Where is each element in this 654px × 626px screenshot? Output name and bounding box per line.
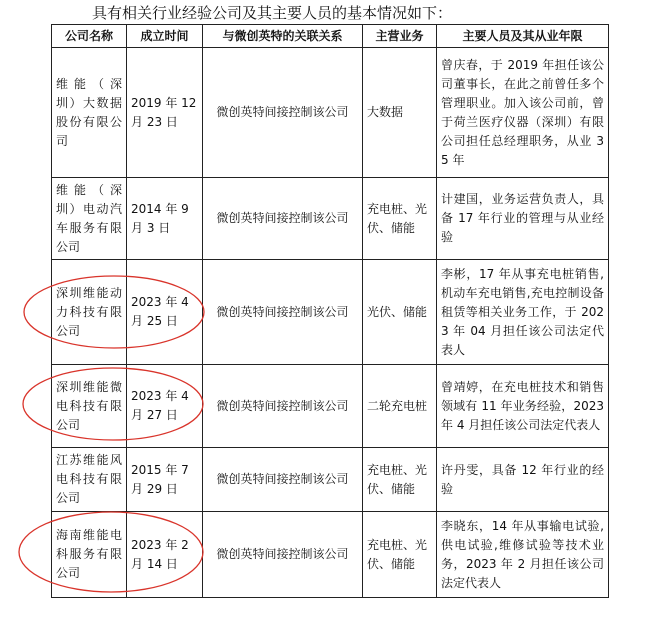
header-company-name: 公司名称 <box>52 25 127 48</box>
business-cell: 充电桩、光伏、储能 <box>363 178 437 260</box>
relation-cell: 微创英特间接控制该公司 <box>203 512 363 598</box>
table-row <box>52 365 609 448</box>
business-cell: 大数据 <box>363 48 437 178</box>
business-cell: 充电桩、光伏、储能 <box>363 512 437 598</box>
relation-cell: 微创英特间接控制该公司 <box>203 448 363 512</box>
header-business: 主营业务 <box>363 25 437 48</box>
founded-date-cell: 2023 年 4 月 27 日 <box>127 365 203 448</box>
personnel-cell: 许丹雯，具备 12 年行业的经验 <box>437 448 609 512</box>
founded-date-cell: 2023 年 4 月 25 日 <box>127 260 203 365</box>
table-row <box>52 48 609 178</box>
founded-date-cell: 2023 年 2 月 14 日 <box>127 512 203 598</box>
relation-cell: 微创英特间接控制该公司 <box>203 365 363 448</box>
company-name-cell: 江苏维能风电科技有限公司 <box>52 448 127 512</box>
table-row <box>52 448 609 512</box>
header-key-personnel: 主要人员及其从业年限 <box>437 25 609 48</box>
founded-date-cell: 2015 年 7 月 29 日 <box>127 448 203 512</box>
intro-text: 具有相关行业经验公司及其主要人员的基本情况如下： <box>92 4 453 22</box>
header-relation: 与微创英特的关联关系 <box>203 25 363 48</box>
founded-date-cell: 2014 年 9 月 3 日 <box>127 178 203 260</box>
table-header-row <box>52 25 609 48</box>
business-cell: 充电桩、光伏、储能 <box>363 448 437 512</box>
company-name-cell: 维能（深圳）电动汽车服务有限公司 <box>52 178 127 260</box>
personnel-cell: 曾庆春，于 2019 年担任该公司董事长，在此之前曾任多个管理职业。加入该公司前，曾于荷兰医疗仪器（深圳）有限公司担任总经理职务，从业 35 年 <box>437 48 609 178</box>
relation-cell: 微创英特间接控制该公司 <box>203 260 363 365</box>
business-cell: 二轮充电桩 <box>363 365 437 448</box>
personnel-cell: 计建国，业务运营负责人，具备 17 年行业的管理与从业经验 <box>437 178 609 260</box>
company-name-cell: 海南维能电科服务有限公司 <box>52 512 127 598</box>
personnel-cell: 李彬，17 年从事充电桩销售,机动车充电销售,充电控制设备租赁等相关业务工作，于 2023 年 04 月担任该公司法定代表人 <box>437 260 609 365</box>
business-cell: 光伏、储能 <box>363 260 437 365</box>
company-name-cell: 维能（深圳）大数据股份有限公司 <box>52 48 127 178</box>
company-table <box>51 24 609 598</box>
personnel-cell: 曾靖婷，在充电桩技术和销售领域有 11 年业务经验，2023 年 4 月担任该公司法定代表人 <box>437 365 609 448</box>
relation-cell: 微创英特间接控制该公司 <box>203 48 363 178</box>
founded-date-cell: 2019 年 12 月 23 日 <box>127 48 203 178</box>
table-row <box>52 260 609 365</box>
company-name-cell: 深圳维能动力科技有限公司 <box>52 260 127 365</box>
relation-cell: 微创英特间接控制该公司 <box>203 178 363 260</box>
table-row <box>52 178 609 260</box>
company-name-cell: 深圳维能微电科技有限公司 <box>52 365 127 448</box>
table-row <box>52 512 609 598</box>
personnel-cell: 李晓东，14 年从事输电试验,供电试验,维修试验等技术业务，2023 年 2 月担任该公司法定代表人 <box>437 512 609 598</box>
header-founded-date: 成立时间 <box>127 25 203 48</box>
